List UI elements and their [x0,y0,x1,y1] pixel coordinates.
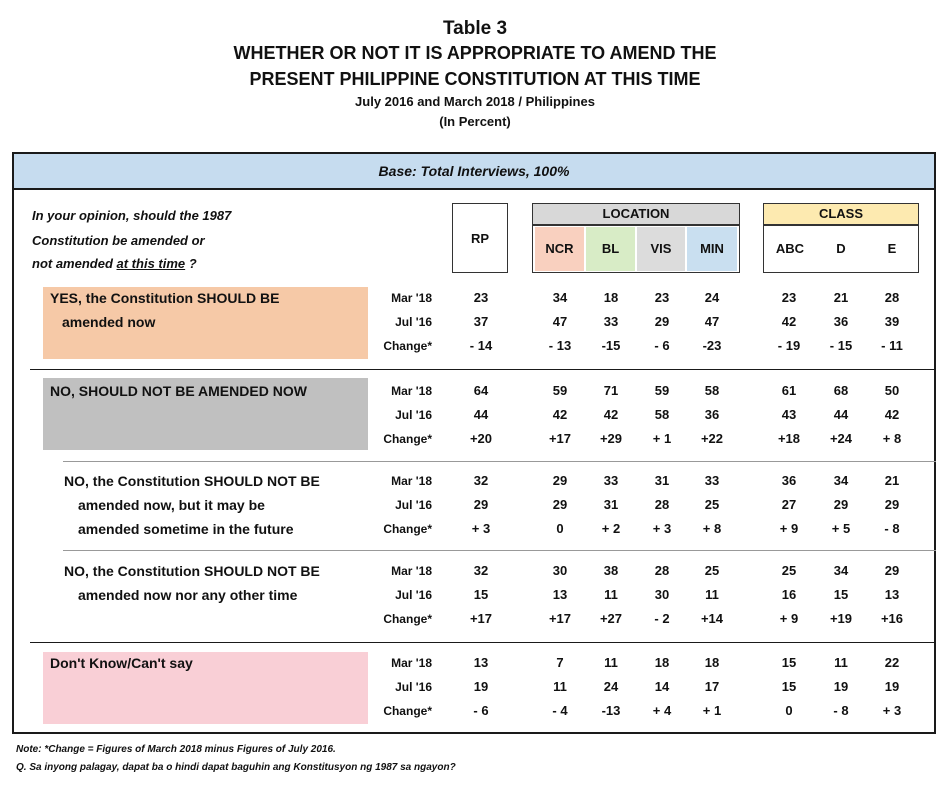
footnote-question: Q. Sa inyong palagay, dapat ba o hindi dapat baguhin ang Konstitusyon ng 1987 sa ngayon? [16,762,456,773]
cell-min: -23 [702,338,722,353]
row-label: Jul '16 [395,315,432,329]
cell-abc: 43 [781,407,797,422]
cell-d: +19 [829,611,853,626]
cell-bl: 11 [604,655,618,670]
cell-abc: 0 [785,703,793,718]
cell-vis: 59 [654,383,670,398]
cell-bl: 11 [604,587,618,602]
cell-min: 18 [704,655,720,670]
cell-abc: 23 [781,290,797,305]
cell-ncr: 34 [552,290,568,305]
row-label: Mar '18 [391,384,432,398]
table-unit: (In Percent) [439,114,511,129]
cell-abc: + 9 [779,611,799,626]
cell-ncr: +17 [548,611,572,626]
cell-vis: 31 [654,473,670,488]
cell-min: 11 [705,587,719,602]
cell-vis: 23 [654,290,670,305]
row-label: Jul '16 [395,588,432,602]
cell-d: + 5 [831,521,851,536]
cell-vis: 30 [654,587,670,602]
category-label: NO, the Constitution SHOULD NOT BE [64,563,320,579]
category-label: amended now nor any other time [78,587,298,603]
cell-ncr: 11 [553,679,567,694]
cell-min: 17 [704,679,720,694]
cell-min: 36 [704,407,720,422]
cell-min: 25 [704,497,720,512]
cell-e: 22 [884,655,900,670]
cell-d: 68 [833,383,849,398]
footnote-change: Note: *Change = Figures of March 2018 minus Figures of July 2016. [16,744,336,755]
cell-min: 58 [704,383,720,398]
table-subtitle: July 2016 and March 2018 / Philippines [355,94,595,109]
cell-e: 50 [884,383,900,398]
cell-e: 13 [884,587,900,602]
table-title-line-1: WHETHER OR NOT IT IS APPROPRIATE TO AMEND THE [233,43,717,63]
cell-bl: 18 [603,290,619,305]
cell-vis: + 1 [652,431,672,446]
category-label: YES, the Constitution SHOULD BE [50,290,280,306]
cell-bl: +29 [599,431,623,446]
cell-bl: -15 [601,338,621,353]
category-label: amended now, but it may be [78,497,265,513]
row-label: Change* [383,432,432,446]
cell-min: 24 [704,290,720,305]
cell-d: 34 [833,473,849,488]
cell-ncr: 42 [552,407,568,422]
cell-rp: + 3 [471,521,491,536]
question-line-2: Constitution be amended or [32,233,205,248]
cell-ncr: - 13 [548,338,572,353]
cell-e: 29 [884,563,900,578]
cell-ncr: 0 [556,521,564,536]
cell-rp: - 6 [473,703,489,718]
header-e: E [887,241,897,256]
header-location: LOCATION [532,203,740,225]
cell-e: 28 [884,290,900,305]
cell-rp: +20 [469,431,493,446]
cell-rp: 37 [473,314,489,329]
question-line-3: not amended at this time ? [32,256,197,271]
cell-rp: 29 [473,497,489,512]
cell-ncr: 30 [552,563,568,578]
cell-vis: + 4 [652,703,672,718]
cell-e: 21 [884,473,900,488]
cell-min: +22 [700,431,724,446]
cell-vis: 14 [654,679,670,694]
cell-e: - 11 [881,338,903,353]
cell-abc: + 9 [779,521,799,536]
cell-bl: 42 [603,407,619,422]
cell-ncr: 29 [552,473,568,488]
row-label: Jul '16 [395,408,432,422]
cell-ncr: 29 [552,497,568,512]
row-label: Change* [383,339,432,353]
cell-min: 33 [704,473,720,488]
cell-rp: +17 [469,611,493,626]
row-label: Jul '16 [395,498,432,512]
cell-bl: 38 [603,563,619,578]
cell-d: - 15 [829,338,853,353]
header-ncr: NCR [535,227,584,271]
cell-bl: 33 [603,473,619,488]
cell-vis: 58 [654,407,670,422]
cell-d: - 8 [833,703,849,718]
category-label: Don't Know/Can't say [50,655,193,671]
row-label: Mar '18 [391,291,432,305]
header-rp: RP [452,203,508,273]
cell-vis: 29 [654,314,670,329]
cell-min: + 1 [702,703,722,718]
cell-min: +14 [700,611,724,626]
cell-d: 21 [833,290,849,305]
cell-d: 44 [833,407,849,422]
cell-d: 15 [833,587,849,602]
cell-rp: 23 [473,290,489,305]
cell-rp: 44 [473,407,489,422]
cell-e: + 8 [882,431,902,446]
cell-ncr: - 4 [552,703,568,718]
cell-abc: +18 [777,431,801,446]
cell-bl: 33 [603,314,619,329]
category-label: NO, SHOULD NOT BE AMENDED NOW [50,383,307,399]
cell-vis: - 2 [654,611,670,626]
cell-d: 19 [833,679,849,694]
cell-e: - 8 [884,521,900,536]
header-min: MIN [687,227,737,271]
cell-e: 39 [884,314,900,329]
cell-rp: 15 [473,587,489,602]
cell-abc: 15 [781,655,797,670]
cell-e: + 3 [882,703,902,718]
table-number: Table 3 [442,18,508,39]
cell-vis: - 6 [654,338,670,353]
cell-abc: 36 [781,473,797,488]
cell-rp: 13 [473,655,489,670]
cell-abc: 15 [781,679,797,694]
cell-d: 34 [833,563,849,578]
cell-ncr: 47 [552,314,568,329]
cell-rp: 64 [473,383,489,398]
cell-abc: 42 [781,314,797,329]
header-d: D [836,241,846,256]
cell-d: 36 [833,314,849,329]
cell-e: +16 [880,611,904,626]
cell-abc: 16 [781,587,797,602]
row-label: Mar '18 [391,656,432,670]
cell-ncr: 7 [556,655,564,670]
cell-e: 19 [884,679,900,694]
cell-bl: 31 [603,497,619,512]
cell-vis: + 3 [652,521,672,536]
cell-min: 47 [704,314,720,329]
cell-rp: 19 [473,679,489,694]
cell-vis: 28 [654,563,670,578]
row-label: Change* [383,704,432,718]
cell-bl: 71 [603,383,619,398]
row-label: Jul '16 [395,680,432,694]
cell-abc: 25 [781,563,797,578]
cell-e: 42 [884,407,900,422]
cell-rp: - 14 [469,338,493,353]
cell-abc: - 19 [777,338,801,353]
header-vis: VIS [637,227,685,271]
cell-e: 29 [884,497,900,512]
question-line-1: In your opinion, should the 1987 [32,208,232,223]
cell-rp: 32 [473,563,489,578]
row-label: Mar '18 [391,474,432,488]
cell-vis: 18 [654,655,670,670]
cell-abc: 27 [781,497,797,512]
cell-vis: 28 [654,497,670,512]
cell-ncr: 59 [552,383,568,398]
cell-ncr: +17 [548,431,572,446]
cell-d: 11 [834,655,848,670]
category-label: amended sometime in the future [78,521,294,537]
header-abc: ABC [775,241,805,256]
cell-bl: + 2 [601,521,621,536]
table-title-line-2: PRESENT PHILIPPINE CONSTITUTION AT THIS TIME [249,69,701,89]
category-label: NO, the Constitution SHOULD NOT BE [64,473,320,489]
row-label: Change* [383,522,432,536]
cell-min: 25 [704,563,720,578]
row-label: Change* [383,612,432,626]
cell-ncr: 13 [552,587,568,602]
header-bl: BL [586,227,635,271]
cell-d: 29 [833,497,849,512]
cell-bl: 24 [603,679,619,694]
header-class: CLASS [763,203,919,225]
cell-abc: 61 [781,383,797,398]
category-label: amended now [62,314,156,330]
cell-d: +24 [829,431,853,446]
cell-bl: +27 [599,611,623,626]
row-label: Mar '18 [391,564,432,578]
base-label: Base: Total Interviews, 100% [14,154,934,190]
cell-bl: -13 [601,703,621,718]
cell-min: + 8 [702,521,722,536]
cell-rp: 32 [473,473,489,488]
